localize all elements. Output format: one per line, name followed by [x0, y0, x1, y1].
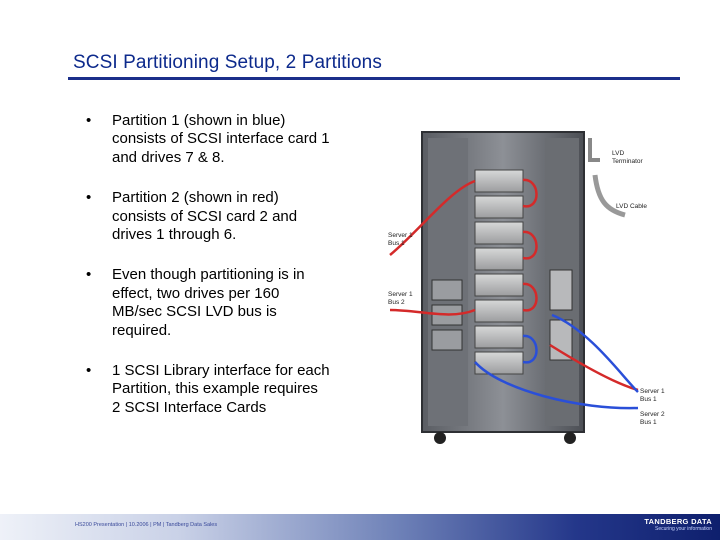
- brand-tagline: Securing your information: [655, 526, 712, 532]
- bullet-marker: •: [86, 112, 92, 129]
- drive-bay: [475, 352, 523, 374]
- callout-server2-bus1: Server 2 Bus 1: [640, 411, 665, 426]
- bullet-text: 1 SCSI Library interface for each Partition, this example requires 2 SCSI Interface Cards: [112, 362, 330, 416]
- bullet-item: [86, 266, 376, 340]
- bullet-item: [86, 112, 376, 167]
- drive-bay: [475, 248, 523, 270]
- drive-bay: [475, 170, 523, 192]
- drive-bay: [475, 196, 523, 218]
- brand-name: TANDBERG DATA: [644, 517, 712, 526]
- power-module: [432, 330, 462, 350]
- drive-bay: [475, 326, 523, 348]
- footer-caption: HS200 Presentation | 10.2006 | PM | Tandberg Data Sales: [75, 522, 218, 528]
- callout-server1-bus1: Server 1 Bus 1: [388, 232, 413, 247]
- callout-lvd-cable: LVD Cable: [616, 203, 647, 210]
- title-underline: [68, 77, 680, 80]
- brand-logo: [644, 517, 712, 532]
- bullet-item: [86, 189, 376, 244]
- drive-bay: [475, 222, 523, 244]
- interface-card: [550, 270, 572, 310]
- drive-bay: [475, 274, 523, 296]
- callout-server1-bus1-right: Server 1 Bus 1: [640, 388, 665, 403]
- callout-server1-bus2: Server 1 Bus 2: [388, 291, 413, 306]
- caster-wheel: [564, 432, 576, 444]
- caster-wheel: [434, 432, 446, 444]
- bullet-text: Partition 2 (shown in red) consists of SCSI card 2 and drives 1 through 6.: [112, 189, 298, 244]
- bullet-marker: •: [86, 266, 92, 284]
- slide-title: SCSI Partitioning Setup, 2 Partitions: [73, 52, 382, 73]
- drive-bay: [475, 300, 523, 322]
- bullet-marker: •: [86, 189, 92, 207]
- lvd-terminator: [590, 138, 600, 160]
- bullet-item: [86, 362, 376, 417]
- interface-card: [550, 320, 572, 360]
- bullet-text: Even though partitioning is in effect, two drives per 160 MB/sec SCSI LVD bus is required.: [112, 266, 305, 339]
- bullet-text: Partition 1 (shown in blue) consists of SCSI interface card 1 and drives 7 & 8.: [112, 112, 330, 166]
- bullet-marker: •: [86, 362, 92, 380]
- callout-lvd-terminator: LVD Terminator: [612, 150, 643, 165]
- bullet-list: [86, 112, 376, 439]
- power-module: [432, 280, 462, 300]
